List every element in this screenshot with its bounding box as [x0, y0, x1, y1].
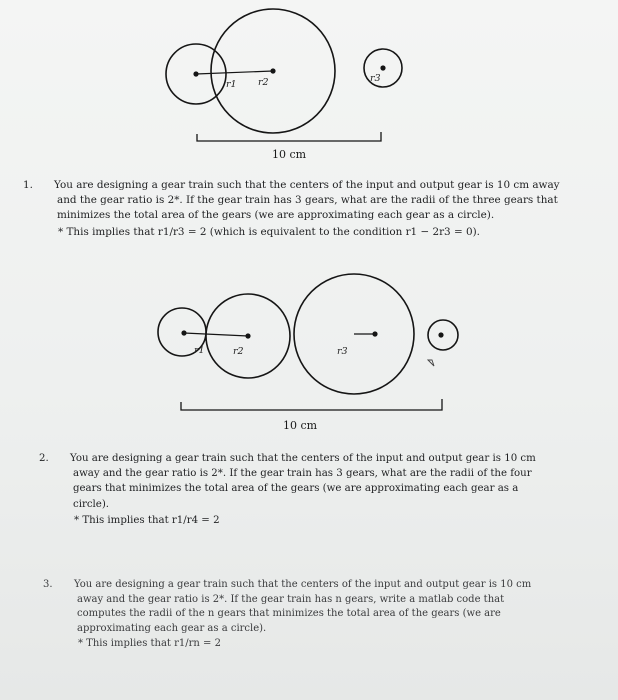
question-2	[39, 451, 556, 528]
label-r3-fig2: r3	[337, 346, 348, 357]
label-r1: r1	[226, 79, 237, 90]
question-3	[43, 578, 550, 652]
question-2-number: 2.	[39, 453, 49, 464]
question-1-note: * This implies that r1/r3 = 2 (which is equivalent to the condition r1 − 2r3 = 0).	[58, 225, 480, 238]
label-r2-fig2: r2	[233, 346, 244, 357]
dimension-label-1: 10 cm	[272, 148, 307, 161]
label-r3: r3	[370, 73, 381, 84]
question-3-note: * This implies that r1/rn = 2	[78, 638, 221, 650]
dimension-label-2: 10 cm	[283, 419, 318, 432]
dimension-line-2	[181, 399, 442, 410]
label-r1-fig2: r1	[194, 345, 205, 356]
question-1-number: 1.	[23, 179, 33, 191]
label-r2: r2	[258, 77, 269, 88]
question-1-text: You are designing a gear train such that the centers of the input and output gear is 10 cm away and the gear ratio is 2*. If the gear train has 3 gears, what are the radii of the three gears that minimizes the total area of the gears (we are approximating each gear as a circle).	[54, 179, 560, 222]
question-2-note: * This implies that r1/r4 = 2	[74, 514, 220, 526]
question-3-text: You are designing a gear train such that the centers of the input and output gear is 10 cm away and the gear ratio is 2*. If the gear train has n gears, write a matlab code that computes the radii of the n gears that minimizes the total area of the gears (we are approximating each gear as a circle).	[74, 579, 532, 634]
question-3-number: 3.	[43, 579, 53, 590]
question-2-text: You are designing a gear train such that the centers of the input and output gear is 10 cm away and the gear ratio is 2*. If the gear train has 3 gears, what are the radii of the four gears that minimizes the total area of the gears (we are approximating each gear as a circle).	[70, 453, 536, 510]
